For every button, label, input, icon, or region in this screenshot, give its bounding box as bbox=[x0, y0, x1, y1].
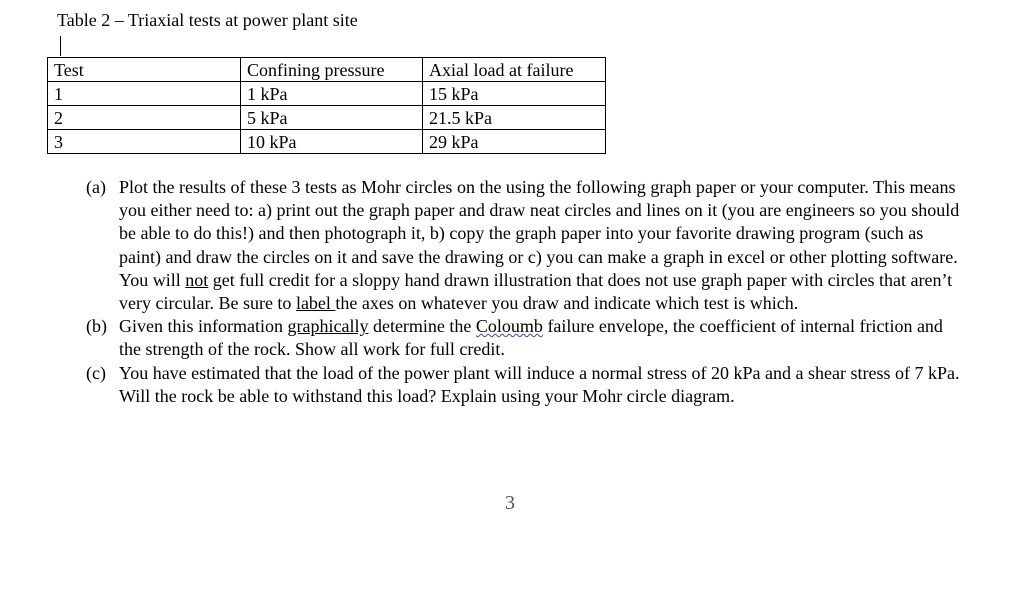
header-axial-load: Axial load at failure bbox=[423, 58, 606, 82]
page-number: 3 bbox=[505, 492, 515, 514]
question-c-label: (c) bbox=[86, 362, 106, 383]
cell-test: 2 bbox=[48, 106, 241, 130]
question-list bbox=[86, 176, 966, 408]
table-row bbox=[48, 130, 606, 154]
cell-test: 1 bbox=[48, 82, 241, 106]
question-c bbox=[86, 362, 966, 408]
question-a bbox=[86, 176, 966, 315]
question-c-text: You have estimated that the load of the power plant will induce a normal stress of 20 kPa and a shear stress of 7 kPa. Will the rock be able to withstand this load? Explain using your Mohr circle diagram. bbox=[119, 362, 960, 406]
table-caption: Table 2 – Triaxial tests at power plant site bbox=[57, 10, 358, 30]
question-b-label: (b) bbox=[86, 316, 107, 337]
cell-test: 3 bbox=[48, 130, 241, 154]
question-a-label: (a) bbox=[86, 177, 106, 197]
underlined-not: not bbox=[185, 269, 209, 290]
underlined-label: label bbox=[295, 293, 336, 314]
table-row bbox=[48, 106, 606, 130]
header-confining-pressure: Confining pressure bbox=[241, 58, 423, 82]
cell-confining-pressure: 5 kPa bbox=[241, 106, 423, 130]
question-a-text: Plot the results of these 3 tests as Mohr circles on the using the following graph paper or your computer. This means you either need to: a) print out the graph paper and draw neat circles and lines on it (you are engineers so you should be able to do this!) and then photograph it, b) copy the graph paper into your favorite drawing program (such as paint) and draw the circles on it and save the drawing or c) you can make a graph in excel or other plotting software. You will not get full credit for a sloppy hand drawn illustration that does not use graph paper with circles that aren’t very circular. Be sure to label the axes on whatever you draw and indicate which test is which. bbox=[119, 177, 960, 314]
cell-axial-load: 29 kPa bbox=[423, 130, 606, 154]
triaxial-tests-table bbox=[47, 57, 606, 154]
header-test: Test bbox=[48, 58, 241, 82]
table-header-row bbox=[48, 58, 606, 82]
question-b-text: Given this information graphically determine the Coloumb failure envelope, the coefficient of internal friction and the strength of the rock. Show all work for full credit. bbox=[119, 316, 943, 360]
cell-axial-load: 21.5 kPa bbox=[423, 106, 606, 130]
cell-confining-pressure: 1 kPa bbox=[241, 82, 423, 106]
spellcheck-word: Coloumb bbox=[475, 316, 543, 337]
underlined-graphically: graphically bbox=[287, 316, 369, 337]
cell-confining-pressure: 10 kPa bbox=[241, 130, 423, 154]
table-row bbox=[48, 82, 606, 106]
question-b bbox=[86, 315, 966, 361]
cell-axial-load: 15 kPa bbox=[423, 82, 606, 106]
text-cursor bbox=[60, 36, 61, 56]
